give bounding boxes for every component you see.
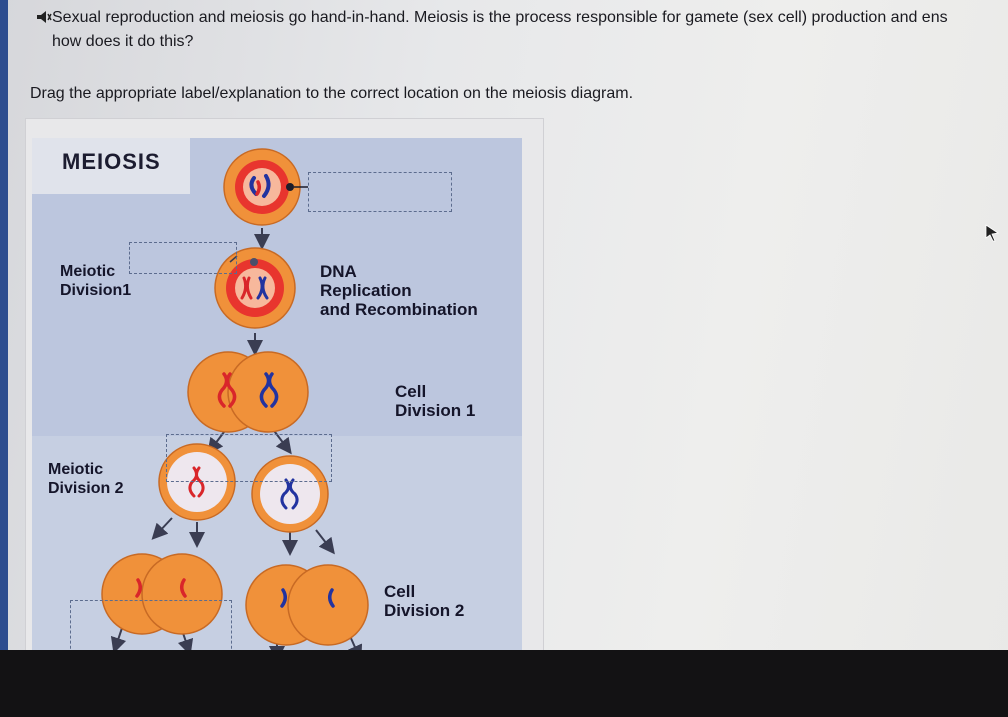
label-meiotic-division-1-line-1: Meiotic — [60, 263, 116, 280]
arrow-right-cell-down-right — [316, 530, 330, 548]
parent-cell — [224, 149, 308, 225]
label-cell-division-1-line-2: Division 1 — [395, 401, 476, 420]
mouse-cursor-icon — [985, 224, 999, 242]
label-dna-replication-line-3: and Recombination — [320, 300, 478, 319]
label-meiotic-division-2-line-1: Meiotic — [48, 461, 104, 478]
label-cell-division-2-line-2: Division 2 — [384, 601, 465, 620]
label-dna-replication — [320, 262, 478, 319]
window-edge — [0, 0, 8, 650]
drop-zone-parent-cell[interactable] — [308, 172, 452, 212]
label-meiotic-division-2 — [48, 460, 124, 498]
question-text-line-1: Sexual reproduction and meiosis go hand-in-hand. Meiosis is the process responsible for gamete (sex cell) production and ens — [52, 9, 948, 26]
label-cell-division-2-line-1: Cell — [384, 582, 416, 601]
label-cell-division-2 — [384, 582, 464, 620]
drop-zone-division-2[interactable] — [166, 434, 332, 482]
arrow-left-cell-down-left — [157, 518, 172, 534]
label-dna-replication-line-2: Replication — [320, 281, 412, 300]
drop-zone-replication[interactable] — [129, 242, 237, 274]
label-meiotic-division-2-line-2: Division 2 — [48, 480, 124, 497]
division-1-cell — [188, 352, 308, 432]
label-cell-division-1-line-1: Cell — [395, 382, 427, 401]
label-meiotic-division-1-line-2: Division1 — [60, 282, 132, 299]
speaker-icon[interactable] — [36, 10, 52, 24]
meiosis-diagram — [32, 138, 522, 658]
question-text-line-2: how does it do this? — [52, 33, 194, 50]
label-cell-division-1 — [395, 382, 475, 420]
label-meiotic-division-1 — [60, 262, 131, 300]
instruction-text: Drag the appropriate label/explanation to the correct location on the meiosis diagram. — [30, 85, 634, 102]
gamete-pair-right — [246, 565, 368, 645]
diagram-title: MEIOSIS — [62, 149, 161, 174]
label-dna-replication-line-1: DNA — [320, 262, 357, 281]
screen-bottom-bezel — [0, 650, 1008, 717]
